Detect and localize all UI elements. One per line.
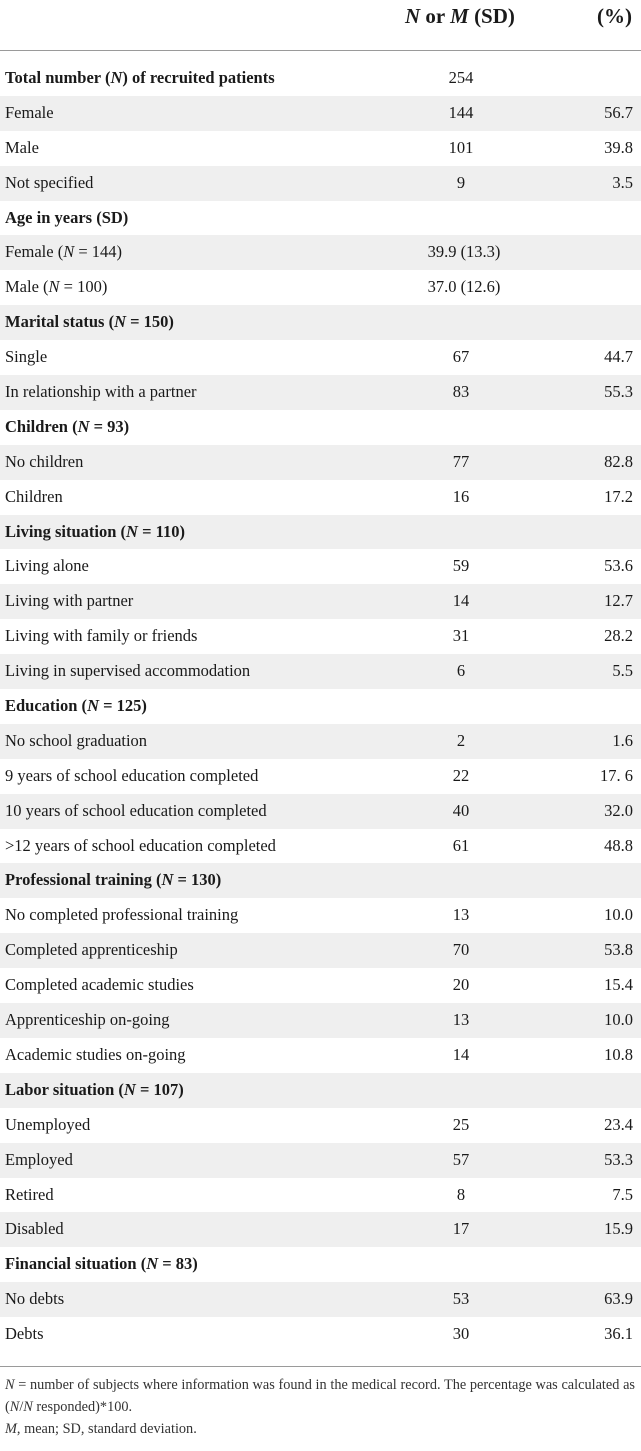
row-label: Completed academic studies [5, 975, 194, 995]
table-section-row [0, 305, 641, 340]
percent-value-cell: 10.8 [604, 1044, 633, 1064]
section-label: Total number (N) of recruited patients [5, 68, 275, 87]
n-value-cell: 16 [452, 486, 470, 506]
table-row [0, 1038, 641, 1073]
table-row [0, 933, 641, 968]
row-label: Single [5, 347, 48, 367]
table-row [0, 270, 641, 305]
percent-value-cell: 36.1 [604, 1324, 633, 1344]
n-value-cell: 254 [448, 68, 474, 87]
section-label: Financial situation (N = 83) [5, 1254, 198, 1274]
percent-value-cell: 3.5 [612, 172, 633, 192]
percent-value-cell: 28.2 [604, 626, 633, 646]
table-row [0, 166, 641, 201]
row-label: No children [5, 451, 84, 471]
n-value-cell: 39.9 (13.3) [427, 242, 501, 262]
row-label: Academic studies on-going [5, 1044, 186, 1064]
row-label: Female [5, 102, 54, 122]
table-row [0, 584, 641, 619]
n-value-cell: 13 [452, 905, 470, 925]
n-value-cell: 144 [448, 102, 474, 122]
n-value-cell: 101 [448, 137, 474, 157]
row-label: Disabled [5, 1219, 64, 1239]
row-label: Debts [5, 1324, 44, 1344]
section-label: Labor situation (N = 107) [5, 1079, 184, 1099]
row-label: >12 years of school education completed [5, 835, 276, 855]
percent-value-cell: 53.8 [604, 940, 633, 960]
percent-value-cell: 53.6 [604, 556, 633, 576]
row-label: 9 years of school education completed [5, 765, 259, 785]
row-label: 10 years of school education completed [5, 800, 267, 820]
n-value-cell: 14 [452, 1044, 470, 1064]
table-row [0, 131, 641, 166]
table-section-row [0, 1247, 641, 1282]
section-label: Living situation (N = 110) [5, 521, 185, 541]
n-value-cell: 37.0 (12.6) [427, 277, 501, 297]
percent-value-cell: 12.7 [604, 591, 633, 611]
table-row [0, 724, 641, 759]
percent-value-cell: 23.4 [604, 1114, 633, 1134]
table-row [0, 968, 641, 1003]
n-value-cell: 8 [456, 1184, 466, 1204]
row-label: In relationship with a partner [5, 382, 197, 402]
table-row [0, 1003, 641, 1038]
percent-value-cell: 82.8 [604, 451, 633, 471]
row-label: Not specified [5, 172, 94, 192]
percent-value-cell: 63.9 [604, 1289, 633, 1309]
row-label: Female (N = 144) [5, 242, 123, 262]
header-divider [0, 50, 641, 51]
table-row [0, 1317, 641, 1352]
percent-value-cell: 44.7 [604, 347, 633, 367]
n-value-cell: 83 [452, 382, 470, 402]
table-row [0, 340, 641, 375]
row-label: No school graduation [5, 730, 148, 750]
section-label: Education (N = 125) [5, 696, 147, 716]
row-label: Completed apprenticeship [5, 940, 178, 960]
footer-divider [0, 1366, 641, 1367]
n-value-cell: 25 [452, 1114, 470, 1134]
percent-value-cell: 55.3 [604, 382, 633, 402]
percent-value-cell: 48.8 [604, 835, 633, 855]
n-value-cell: 17 [452, 1219, 470, 1239]
percent-value-cell: 39.8 [604, 137, 633, 157]
row-label: Living in supervised accommodation [5, 661, 251, 681]
table-section-row [0, 689, 641, 724]
n-value-cell: 6 [456, 661, 466, 681]
n-value-cell: 13 [452, 1010, 470, 1030]
percent-value-cell: 53.3 [604, 1149, 633, 1169]
table-section-row [0, 201, 641, 236]
percent-value-cell: 15.9 [604, 1219, 633, 1239]
section-label: Children (N = 93) [5, 416, 130, 436]
table-section-row [0, 61, 641, 96]
footnote-abbreviations: M, mean; SD, standard deviation. [5, 1421, 197, 1437]
n-value-cell: 40 [452, 800, 470, 820]
column-header-n-or-m-sd: N or M (SD) [405, 4, 515, 28]
row-label: Children [5, 486, 63, 506]
n-value-cell: 30 [452, 1324, 470, 1344]
section-label: Age in years (SD) [5, 207, 129, 227]
row-label: Living with partner [5, 591, 134, 611]
row-label: Retired [5, 1184, 54, 1204]
section-label: Professional training (N = 130) [5, 870, 222, 890]
percent-value-cell: 56.7 [604, 102, 633, 122]
row-label: Male (N = 100) [5, 277, 108, 297]
section-label: Marital status (N = 150) [5, 312, 174, 332]
n-value-cell: 20 [452, 975, 470, 995]
n-value-cell: 61 [452, 835, 470, 855]
percent-value-cell: 10.0 [604, 1010, 633, 1030]
percent-value-cell: 17. 6 [600, 765, 633, 785]
table-section-row [0, 515, 641, 550]
table-body [0, 61, 641, 1352]
row-label: No debts [5, 1289, 65, 1309]
footnote-definition: N = number of subjects where information was found in the medical record. The percentage was calculated as (N/N responded)*100. [5, 1377, 635, 1415]
percent-value-cell: 32.0 [604, 800, 633, 820]
n-value-cell: 22 [452, 765, 470, 785]
table-row [0, 1282, 641, 1317]
table-row [0, 235, 641, 270]
row-label: Apprenticeship on-going [5, 1010, 170, 1030]
percent-value-cell: 17.2 [604, 486, 633, 506]
table-row [0, 375, 641, 410]
table-section-row [0, 1073, 641, 1108]
table-row [0, 480, 641, 515]
table-header [0, 0, 641, 50]
percent-value-cell: 1.6 [612, 730, 633, 750]
n-value-cell: 77 [452, 451, 470, 471]
row-label: Employed [5, 1149, 73, 1169]
n-value-cell: 31 [452, 626, 470, 646]
row-label: Unemployed [5, 1114, 91, 1134]
n-value-cell: 53 [452, 1289, 470, 1309]
row-label: Male [5, 137, 39, 157]
n-value-cell: 14 [452, 591, 470, 611]
table-footnotes [5, 1374, 635, 1440]
table-section-row [0, 863, 641, 898]
table-row [0, 654, 641, 689]
table-row [0, 619, 641, 654]
row-label: No completed professional training [5, 905, 239, 925]
percent-value-cell: 7.5 [612, 1184, 633, 1204]
table-row [0, 1212, 641, 1247]
table-row [0, 445, 641, 480]
percent-value-cell: 10.0 [604, 905, 633, 925]
column-header-percent: (%) [597, 4, 632, 28]
n-value-cell: 2 [456, 730, 466, 750]
table-row [0, 1108, 641, 1143]
n-value-cell: 9 [456, 172, 466, 192]
row-label: Living alone [5, 556, 89, 576]
table-section-row [0, 410, 641, 445]
table-row [0, 96, 641, 131]
n-value-cell: 70 [452, 940, 470, 960]
table-row [0, 794, 641, 829]
table-row [0, 1143, 641, 1178]
percent-value-cell: 5.5 [612, 661, 633, 681]
table-row [0, 1178, 641, 1213]
n-value-cell: 57 [452, 1149, 470, 1169]
row-label: Living with family or friends [5, 626, 198, 646]
table-row [0, 549, 641, 584]
table-row [0, 759, 641, 794]
table-row [0, 898, 641, 933]
percent-value-cell: 15.4 [604, 975, 633, 995]
n-value-cell: 59 [452, 556, 470, 576]
n-value-cell: 67 [452, 347, 470, 367]
table-row [0, 829, 641, 864]
